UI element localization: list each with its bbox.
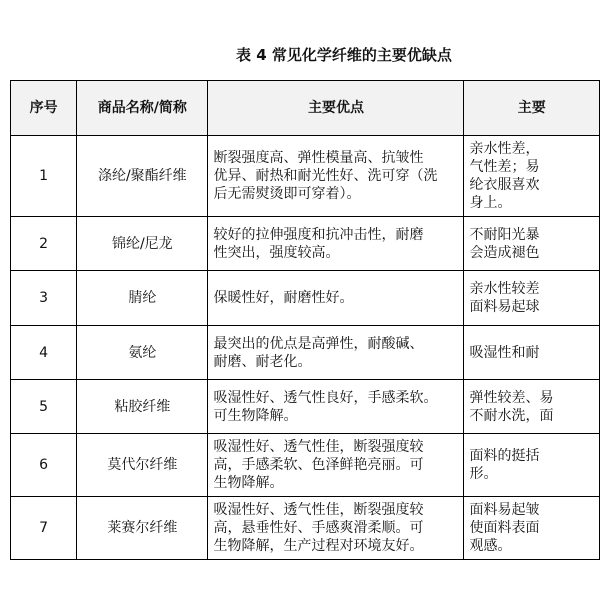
row-no: 1 — [39, 168, 49, 184]
row-disadvantages: 面料易起皱 使面料表面 观感。 — [469, 502, 540, 554]
row-advantages-cell — [208, 136, 464, 217]
row-name: 粘胶纤维 — [114, 398, 171, 415]
row-disadvantages-cell — [464, 217, 600, 271]
row-disadvantages-cell — [464, 271, 600, 326]
row-advantages: 保暖性好，耐磨性好。 — [213, 290, 354, 306]
fiber-comparison-table — [10, 80, 600, 560]
table-header-row — [11, 81, 600, 136]
row-name-cell — [77, 326, 208, 380]
row-advantages-cell — [208, 326, 464, 380]
row-advantages-cell — [208, 380, 464, 434]
row-advantages: 吸湿性好、透气性佳，断裂强度较 高，手感柔软、色泽鲜艳亮丽。可 生物降解。 — [213, 439, 424, 491]
row-disadvantages: 面料的挺括 形。 — [469, 448, 540, 482]
row-no: 4 — [39, 344, 49, 361]
row-no: 6 — [39, 457, 49, 473]
table-row — [11, 497, 600, 560]
row-name: 氨纶 — [128, 344, 157, 361]
row-no-cell — [11, 380, 77, 434]
row-name: 腈纶 — [128, 290, 157, 306]
row-advantages: 吸湿性好、透气性良好，手感柔软。 可生物降解。 — [213, 389, 438, 424]
row-name-cell — [77, 271, 208, 326]
row-disadvantages-cell — [464, 497, 600, 560]
row-name-cell — [77, 217, 208, 271]
header-disadvantages: 主要 — [464, 81, 600, 136]
table-row — [11, 434, 600, 497]
row-no-cell — [11, 136, 77, 217]
row-name-cell — [77, 136, 208, 217]
row-advantages-cell — [208, 434, 464, 497]
table-row — [11, 136, 600, 217]
row-advantages-cell — [208, 271, 464, 326]
row-name: 莱赛尔纤维 — [107, 520, 178, 536]
row-name: 涤纶/聚酯纤维 — [97, 168, 187, 184]
table-row — [11, 380, 600, 434]
table-row — [11, 217, 600, 271]
row-no-cell — [11, 497, 77, 560]
row-disadvantages: 弹性较差、易 不耐水洗，面 — [469, 389, 554, 424]
header-no: 序号 — [11, 81, 77, 136]
row-no: 5 — [39, 398, 49, 415]
row-name-cell — [77, 434, 208, 497]
row-advantages-cell — [208, 497, 464, 560]
row-disadvantages: 不耐阳光暴 会造成褪色 — [469, 226, 540, 261]
header-advantages: 主要优点 — [208, 81, 464, 136]
row-no-cell — [11, 326, 77, 380]
row-disadvantages: 吸湿性和耐 — [469, 344, 540, 361]
row-advantages-cell — [208, 217, 464, 271]
table-row — [11, 271, 600, 326]
row-no: 7 — [39, 520, 49, 536]
row-name-cell — [77, 380, 208, 434]
row-disadvantages-cell — [464, 434, 600, 497]
row-disadvantages: 亲水性差， 气性差；易 纶衣服喜欢 身上。 — [469, 141, 540, 211]
row-advantages: 断裂强度高、弹性模量高、抗皱性 优异、耐热和耐光性好、洗可穿（洗 后无需熨烫即可穿着）。 — [213, 150, 438, 202]
row-disadvantages: 亲水性较差 面料易起球 — [469, 281, 540, 315]
row-advantages: 吸湿性好、透气性佳，断裂强度较 高，悬垂性好、手感爽滑柔顺。可 生物降解，生产过程对环境友好。 — [213, 502, 424, 554]
row-no-cell — [11, 271, 77, 326]
row-no-cell — [11, 434, 77, 497]
row-no: 2 — [39, 235, 49, 252]
row-name: 锦纶/尼龙 — [111, 235, 173, 252]
header-name: 商品名称/简称 — [77, 81, 208, 136]
row-name: 莫代尔纤维 — [107, 457, 178, 473]
row-name-cell — [77, 497, 208, 560]
row-disadvantages-cell — [464, 136, 600, 217]
table-row — [11, 326, 600, 380]
row-disadvantages-cell — [464, 326, 600, 380]
row-advantages: 最突出的优点是高弹性，耐酸碱、 耐磨、耐老化。 — [213, 335, 424, 370]
table-caption: 表 4 常见化学纤维的主要优缺点 — [236, 46, 452, 64]
row-advantages: 较好的拉伸强度和抗冲击性，耐磨 性突出，强度较高。 — [213, 226, 424, 261]
row-no: 3 — [39, 290, 49, 306]
row-disadvantages-cell — [464, 380, 600, 434]
row-no-cell — [11, 217, 77, 271]
